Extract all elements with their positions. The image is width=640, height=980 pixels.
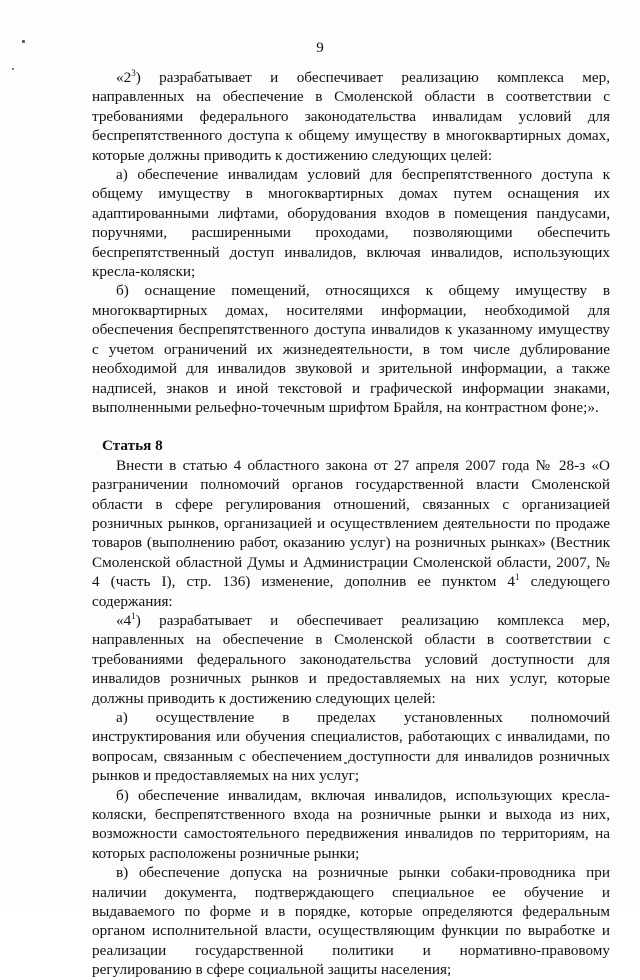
document-body [92,68,610,980]
scan-speck [12,68,14,70]
item-number-superscript: 3 [131,67,136,78]
paragraph-text: Внести в статью 4 областного закона от 27 апреля 2007 года № 28-з «О разграничении полномочий органов государственной власти Смоленской области в сфере регулирования отношений, связанных с организацией розничных рынков, организацией и осуществлением деятельности по продаже товаров (выполнению работ, оказанию услуг) на розничных рынках» (Вестник Смоленской областной Думы и Администрации Смоленской области, 2007, № 4 (часть I), стр. 136) изменение, дополнив ее пунктом 4 [92,456,610,591]
paragraph-4-1-item-v: в) обеспечение допуска на розничные рынки собаки-проводника при наличии документа, подтверждающего специальное ее обучение и выдаваемого по форме и в порядке, которые определяются федеральным органом исполнительной власти, осуществляющим функции по выработке и реализации государственной политики и нормативно-правовому регулированию в сфере социальной защиты населения; [92,864,610,979]
paragraph-text: ) разрабатывает и обеспечивает реализацию комплекса мер, направленных на обеспечение в Смоленской области в соответствии с требованиями федерального законодательства условий доступности для инвалидов розничных рынков и предоставляемых на них услуг, которые должны приводить к достижению следующих целей: [92,611,610,707]
paragraph-2-3-item-b: б) оснащение помещений, относящихся к общему имуществу в многоквартирных домах, носителями информации, необходимой для обеспечения беспрепятственного доступа инвалидов к указанному имуществу с учетом ограничений их жизнедеятельности, в том числе дублирование необходимой для инвалидов звуковой и зрительной информации, а также надписей, знаков и иной текстовой и графической информации знаками, выполненными рельефно-точечным шрифтом Брайля, на контрастном фоне;». [92,282,610,416]
paragraph-text: следующего содержания: [92,573,610,610]
item-number: 2 [123,69,132,86]
paragraph-4-1-item-a: а) осуществление в пределах установленных полномочий инструктирования или обучения специалистов, работающих с инвалидами, по вопросам, связанным с обеспечением доступности для инвалидов розничных рынков и предоставляемых на них услуг; [92,709,610,785]
item-number-superscript: 1 [515,572,520,583]
item-number: 4 [123,611,132,629]
paragraph-4-1-item-b: б) обеспечение инвалидам, включая инвалидов, использующих кресла-коляски, беспрепятственного входа на розничные рынки и выхода из них, возможности самостоятельного передвижения инвалидов по территориям, на которых расположены розничные рынки; [92,786,610,862]
article-8-body [92,456,610,611]
paragraph-2-3-item-a: а) обеспечение инвалидам условий для беспрепятственного доступа к общему имуществу в многоквартирных домах путем оснащения их адаптированными лифтами, оборудования входов в помещения пандусами, поручнями, расширенными проходами, позволяющими обеспечить беспрепятственный доступ инвалидов, включая инвалидов, использующих кресла-коляски; [92,166,610,281]
article-8-heading: Статья 8 [102,437,163,455]
item-number-superscript: 1 [131,610,136,621]
paragraph-2-3-intro [92,68,610,165]
open-quote: « [116,611,124,629]
paragraph-text: ) разрабатывает и обеспечивает реализацию комплекса мер, направленных на обеспечение в Смоленской области в соответствии с требованиями федерального законодательства инвалидам условий для беспрепятственного доступа к общему имуществу в многоквартирных домах, которые должны приводить к достижению следующих целей: [92,69,610,164]
paragraph-4-1-intro [92,611,610,708]
page-number: 9 [316,40,324,56]
open-quote: « [116,69,124,86]
